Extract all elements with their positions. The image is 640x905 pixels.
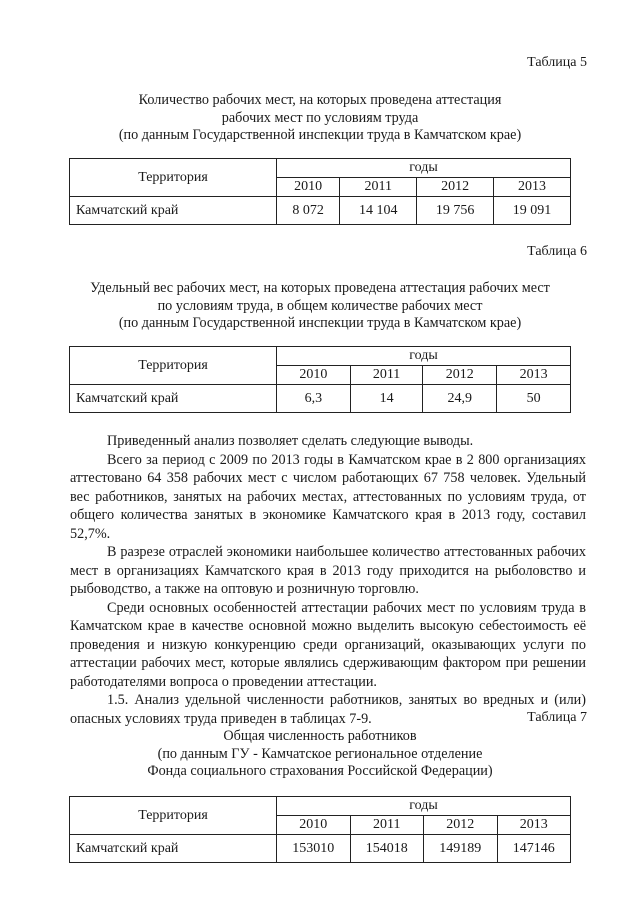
year-cell: 2010 bbox=[277, 366, 351, 385]
table6-caption bbox=[0, 280, 640, 333]
value-cell: 24,9 bbox=[423, 385, 497, 413]
header-territory: Территория bbox=[70, 159, 277, 197]
value-cell: 8 072 bbox=[277, 197, 340, 225]
value-cell: 6,3 bbox=[277, 385, 351, 413]
table7-label: Таблица 7 bbox=[527, 710, 587, 725]
table6 bbox=[69, 346, 571, 413]
paragraph: Приведенный анализ позволяет сделать следующие выводы. bbox=[107, 433, 474, 449]
paragraph: 1.5. Анализ удельной численности работников, занятых во вредных и (или) опасных условиях труда приведен в таблицах 7-9. bbox=[70, 692, 586, 727]
value-cell: 19 756 bbox=[417, 197, 494, 225]
value-cell: 153010 bbox=[277, 835, 351, 863]
caption-line: (по данным Государственной инспекции труда в Камчатском крае) bbox=[118, 127, 522, 143]
value-cell: 14 104 bbox=[340, 197, 417, 225]
header-territory: Территория bbox=[70, 797, 277, 835]
table5-label: Таблица 5 bbox=[527, 55, 587, 70]
caption-line: Общая численность работников bbox=[223, 728, 417, 744]
paragraph: Среди основных особенностей аттестации рабочих мест по условиям труда в Камчатском крае в качестве основной можно выделить высокую себестоимость её проведения и низкую конкуренцию среди организаций, оказывающих услуги по аттестации рабочих мест, которые являлись сдерживающим фактором при решении работодателями вопроса о проведении аттестации. bbox=[70, 599, 586, 690]
year-cell: 2012 bbox=[423, 366, 497, 385]
value-cell: 19 091 bbox=[494, 197, 571, 225]
caption-line: по условиям труда, в общем количестве рабочих мест bbox=[157, 297, 483, 314]
year-cell: 2011 bbox=[340, 178, 417, 197]
year-cell: 2011 bbox=[350, 366, 423, 385]
body-text bbox=[70, 432, 586, 728]
row-territory: Камчатский край bbox=[70, 385, 277, 413]
year-cell: 2012 bbox=[417, 178, 494, 197]
header-years: годы bbox=[277, 797, 571, 816]
paragraph: Всего за период с 2009 по 2013 годы в Камчатском крае в 2 800 организациях аттестовано 64 358 рабочих мест с числом работающих 67 758 человек. Удельный вес работников, занятых на рабочих местах, аттестованных по условиям труда, от общего количества занятых в экономике Камчатского края в 2013 году, составил 52,7%. bbox=[70, 451, 586, 542]
value-cell: 149189 bbox=[424, 835, 498, 863]
year-cell: 2013 bbox=[494, 178, 571, 197]
caption-line: рабочих мест по условиям труда bbox=[221, 109, 419, 126]
value-cell: 50 bbox=[497, 385, 571, 413]
table5 bbox=[69, 158, 571, 225]
row-territory: Камчатский край bbox=[70, 835, 277, 863]
value-cell: 147146 bbox=[497, 835, 571, 863]
row-territory: Камчатский край bbox=[70, 197, 277, 225]
year-cell: 2013 bbox=[497, 366, 571, 385]
header-years: годы bbox=[277, 159, 571, 178]
table7-caption bbox=[0, 728, 640, 781]
header-territory: Территория bbox=[70, 347, 277, 385]
header-years: годы bbox=[277, 347, 571, 366]
caption-line: (по данным ГУ - Камчатское региональное отделение bbox=[157, 745, 483, 762]
table6-label: Таблица 6 bbox=[527, 244, 587, 259]
caption-line: Количество рабочих мест, на которых проведена аттестация bbox=[138, 92, 502, 108]
table5-caption bbox=[0, 92, 640, 145]
value-cell: 14 bbox=[350, 385, 423, 413]
table7 bbox=[69, 796, 571, 863]
year-cell: 2010 bbox=[277, 816, 351, 835]
paragraph: В разрезе отраслей экономики наибольшее количество аттестованных рабочих мест в организациях Камчатского края в 2013 году приходится на рыболовство и рыбоводство, а также на оптовую и розничную торговлю. bbox=[70, 544, 586, 597]
year-cell: 2012 bbox=[424, 816, 498, 835]
year-cell: 2013 bbox=[497, 816, 571, 835]
value-cell: 154018 bbox=[350, 835, 424, 863]
caption-line: Удельный вес рабочих мест, на которых проведена аттестация рабочих мест bbox=[90, 280, 550, 296]
year-cell: 2010 bbox=[277, 178, 340, 197]
year-cell: 2011 bbox=[350, 816, 424, 835]
caption-line: (по данным Государственной инспекции труда в Камчатском крае) bbox=[118, 315, 522, 331]
caption-line: Фонда социального страхования Российской Федерации) bbox=[147, 763, 493, 779]
